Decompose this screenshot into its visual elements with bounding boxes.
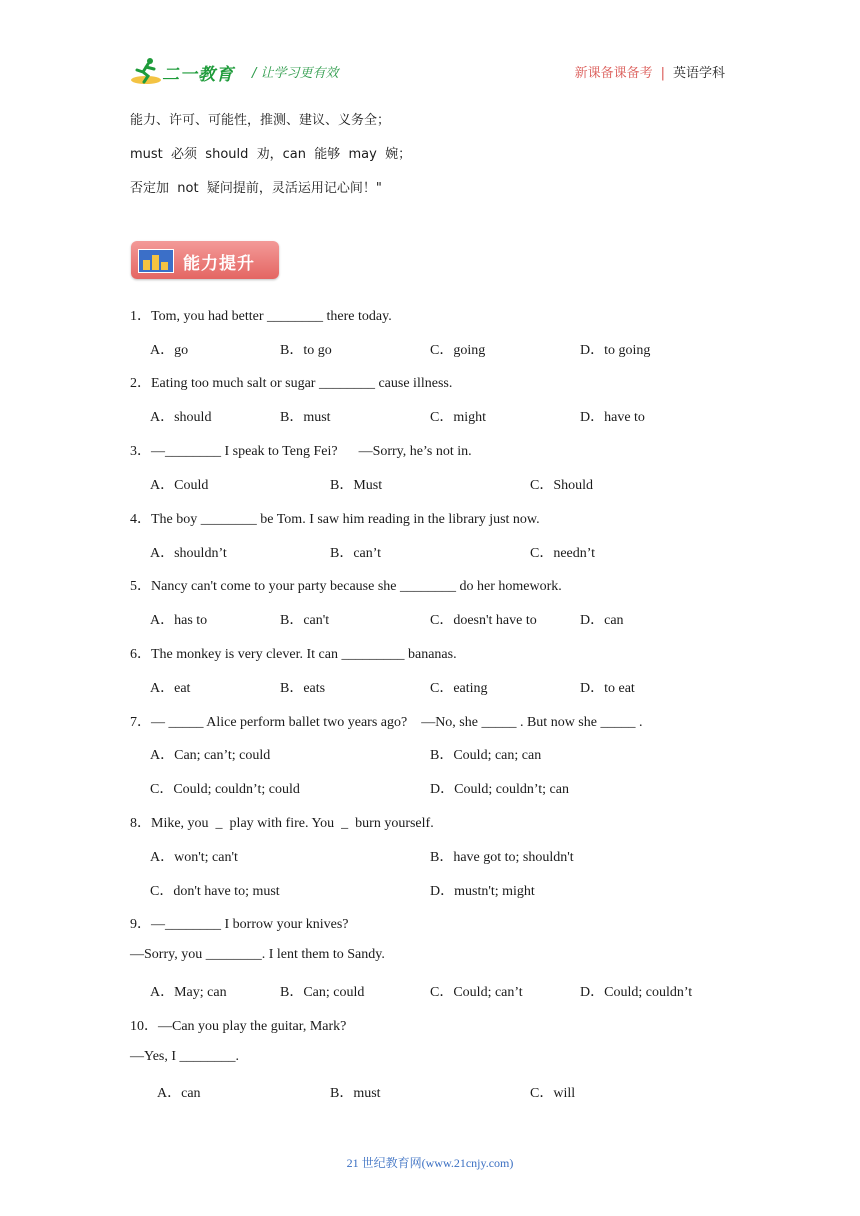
- question-stem: 5．Nancy can't come to your party because she ________ do her homework.: [130, 579, 562, 594]
- option[interactable]: B．can't: [280, 613, 330, 628]
- option[interactable]: B．Could; can; can: [430, 748, 542, 763]
- option[interactable]: B．must: [330, 1086, 381, 1101]
- intro-line: must 必须 should 劝，can 能够 may 婉；: [130, 147, 412, 162]
- option[interactable]: B．Must: [330, 478, 383, 493]
- header-separator: |: [660, 66, 665, 81]
- option[interactable]: D．Could; couldn’t; can: [430, 782, 569, 797]
- question-stem-line2: —Yes, I ________.: [130, 1049, 240, 1064]
- intro-line: 否定加 not 疑问提前，灵活运用记心间！": [130, 181, 382, 196]
- section-badge: [131, 241, 279, 279]
- option[interactable]: D．Could; couldn’t: [580, 985, 693, 1000]
- option[interactable]: D．to eat: [580, 681, 635, 696]
- option[interactable]: A．Could: [150, 478, 209, 493]
- option[interactable]: C．don't have to; must: [150, 884, 280, 899]
- question-stem: 2．Eating too much salt or sugar ________ cause illness.: [130, 376, 453, 391]
- chart-icon: [138, 249, 174, 273]
- option[interactable]: C．Could; can’t: [430, 985, 523, 1000]
- option[interactable]: C．going: [430, 343, 486, 358]
- option[interactable]: A．Can; can’t; could: [150, 748, 271, 763]
- option[interactable]: B．must: [280, 410, 331, 425]
- option[interactable]: C．might: [430, 410, 487, 425]
- option[interactable]: C．Should: [530, 478, 594, 493]
- logo-text: 二一教育: [162, 65, 234, 84]
- option[interactable]: B．to go: [280, 343, 332, 358]
- intro-line: 能力、许可、可能性，推测、建议、义务全；: [130, 113, 391, 128]
- option[interactable]: A．eat: [150, 681, 191, 696]
- question-stem: 7．— _____ Alice perform ballet two years ago? —No, she _____ . But now she _____ .: [130, 715, 643, 730]
- question-stem: 8．Mike, you _ play with fire. You _ burn yourself.: [130, 816, 434, 831]
- option[interactable]: A．go: [150, 343, 189, 358]
- slogan: / 让学习更有效: [252, 66, 339, 81]
- option[interactable]: A．shouldn’t: [150, 546, 227, 561]
- option[interactable]: C．Could; couldn’t; could: [150, 782, 300, 797]
- question-stem: 10．—Can you play the guitar, Mark?: [130, 1019, 347, 1034]
- section-title: 能力提升: [183, 254, 255, 274]
- header-subject: [575, 62, 725, 81]
- option[interactable]: B．eats: [280, 681, 326, 696]
- page-header: [130, 56, 725, 86]
- header-label-subject: 英语学科: [672, 66, 725, 81]
- option[interactable]: A．should: [150, 410, 212, 425]
- option[interactable]: A．won't; can't: [150, 850, 238, 865]
- question-stem: 3．—________ I speak to Teng Fei? —Sorry, he’s not in.: [130, 444, 472, 459]
- question-stem-line2: —Sorry, you ________. I lent them to Sandy.: [130, 947, 385, 962]
- option[interactable]: B．have got to; shouldn't: [430, 850, 574, 865]
- option[interactable]: D．mustn't; might: [430, 884, 535, 899]
- option[interactable]: A．May; can: [150, 985, 227, 1000]
- option[interactable]: C．will: [530, 1086, 576, 1101]
- option[interactable]: D．can: [580, 613, 624, 628]
- brand-logo: [130, 56, 242, 86]
- option[interactable]: B．Can; could: [280, 985, 365, 1000]
- option[interactable]: C．eating: [430, 681, 488, 696]
- option[interactable]: C．doesn't have to: [430, 613, 537, 628]
- option[interactable]: A．has to: [150, 613, 208, 628]
- question-stem: 1．Tom, you had better ________ there today.: [130, 309, 392, 324]
- question-stem: 4．The boy ________ be Tom. I saw him reading in the library just now.: [130, 512, 540, 527]
- question-stem: 9．—________ I borrow your knives?: [130, 917, 349, 932]
- option[interactable]: D．to going: [580, 343, 651, 358]
- page-footer: 21 世纪教育网(www.21cnjy.com): [346, 1156, 514, 1170]
- question-stem: 6．The monkey is very clever. It can _________ bananas.: [130, 647, 457, 662]
- option[interactable]: C．needn’t: [530, 546, 596, 561]
- runner-icon: [130, 56, 162, 86]
- header-label-prep: 新课备课备考: [574, 66, 653, 81]
- option[interactable]: A．can: [157, 1086, 201, 1101]
- option[interactable]: B．can’t: [330, 546, 382, 561]
- option[interactable]: D．have to: [580, 410, 645, 425]
